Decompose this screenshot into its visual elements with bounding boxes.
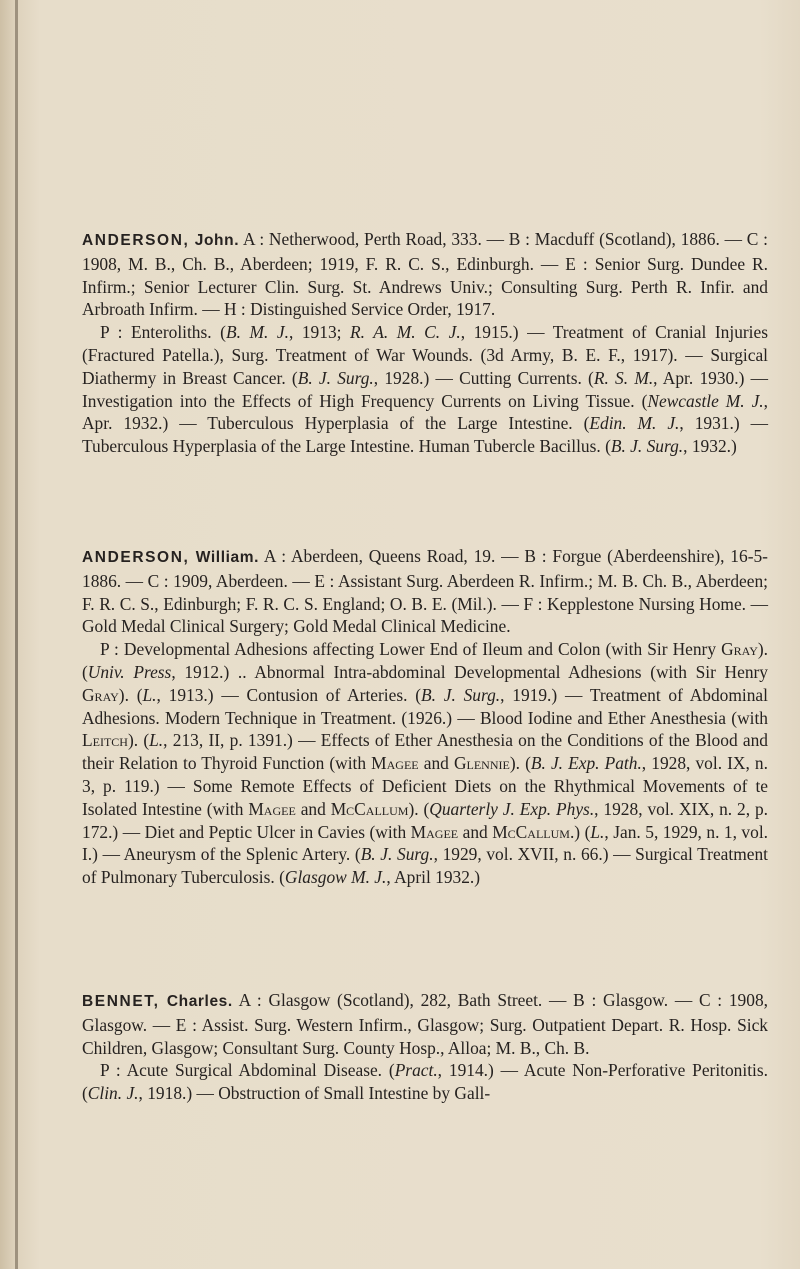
entry-publications: P : Developmental Adhesions affecting Lower End of Ileum and Colon (with Sir Henry Gray). (Univ. Press, 1912.) .. Abnormal Intra-abdominal Developmental Adhesions (with Sir Henry Gray). (L., 1913.) — Contusion of Arteries. (B. J. Surg., 1919.) — Treatment of Abdominal Adhesions. Modern Technique in Treatment. (1926.) — Blood Iodine and Ether Anesthesia (with Leitch). (L., 213, II, p. 1391.) — Effects of Ether Anesthesia on the Conditions of the Blood and their Relation to Thyroid Function (with Magee and Glennie). (B. J. Exp. Path., 1928, vol. IX, n. 3, p. 119.) — Some Remote Effects of Deficient Diets on the Rhythmical Movements of te Isolated Intestine (with Magee and McCallum). (Quarterly J. Exp. Phys., 1928, vol. XIX, n. 2, p. 172.) — Diet and Peptic Ulcer in Cavies (with Magee and McCallum.) (L., Jan. 5, 1929, n. 1, vol. I.) — Aneurysm of the Splenic Artery. (B. J. Surg., 1929, vol. XVII, n. 66.) — Surgical Treatment of Pulmonary Tuberculosis. (Glasgow M. J., April 1932.) xyxy=(82,639,769,888)
entry-name: BENNET, Charles. xyxy=(82,993,233,1010)
entry-header xyxy=(82,989,768,1059)
entry-details: A : Aberdeen, Queens Road, 19. — B : Forgue (Aberdeenshire), 16-5-1886. — C : 1909, Aberdeen. — E : Assistant Surg. Aberdeen R. Infirm.; M. B. Ch. B., Aberdeen; F. R. C. S., Edinburgh; F. R. C. S. England; O. B. E. (Mil.). — F : Kepplestone Nursing Home. — Gold Medal Clinical Surgery; Gold Medal Clinical Medicine. xyxy=(82,546,768,637)
entry-details: A : Glasgow (Scotland), 282, Bath Street. — B : Glasgow. — C : 1908, Glasgow. — E : Assist. Surg. Western Infirm., Glasgow; Surg. Outpatient Depart. R. Hosp. Sick Children, Glasgow; Consultant Surg. County Hosp., Alloa; M. B., Ch. B. xyxy=(82,990,768,1058)
entry-header xyxy=(82,545,768,638)
entry-header xyxy=(82,228,768,321)
entry-name: ANDERSON, John. xyxy=(82,232,240,249)
entry-name: ANDERSON, William. xyxy=(82,549,260,566)
entry-anderson-william xyxy=(82,545,768,889)
page-spine-shadow xyxy=(15,0,18,1269)
entry-bennet-charles xyxy=(82,989,768,1105)
entry-details: A : Netherwood, Perth Road, 333. — B : Macduff (Scotland), 1886. — C : 1908, M. B., Ch. B., Aberdeen; 1919, F. R. C. S., Edinburgh. — E : Senior Surg. Dundee R. Infirm.; Senior Lecturer Clin. Surg. St. Andrews Univ.; Consulting Surg. Perth R. Infir. and Arbroath Infirm. — H : Distinguished Service Order, 1917. xyxy=(82,229,768,320)
entry-publications: P : Acute Surgical Abdominal Disease. (Pract., 1914.) — Acute Non-Perforative Peritonitis. (Clin. J., 1918.) — Obstruction of Small Intestine by Gall- xyxy=(82,1060,768,1104)
entry-publications: P : Enteroliths. (B. M. J., 1913; R. A. M. C. J., 1915.) — Treatment of Cranial Injuries (Fractured Patella.), Surg. Treatment of War Wounds. (3d Army, B. E. F., 1917). — Surgical Diathermy in Breast Cancer. (B. J. Surg., 1928.) — Cutting Currents. (R. S. M., Apr. 1930.) — Investigation into the Effects of High Frequency Currents on Living Tissue. (Newcastle M. J., Apr. 1932.) — Tuberculous Hyperplasia of the Large Intestine. (Edin. M. J., 1931.) — Tuberculous Hyperplasia of the Large Intestine. Human Tubercle Bacillus. (B. J. Surg., 1932.) xyxy=(82,322,769,457)
entry-anderson-john xyxy=(82,228,768,458)
